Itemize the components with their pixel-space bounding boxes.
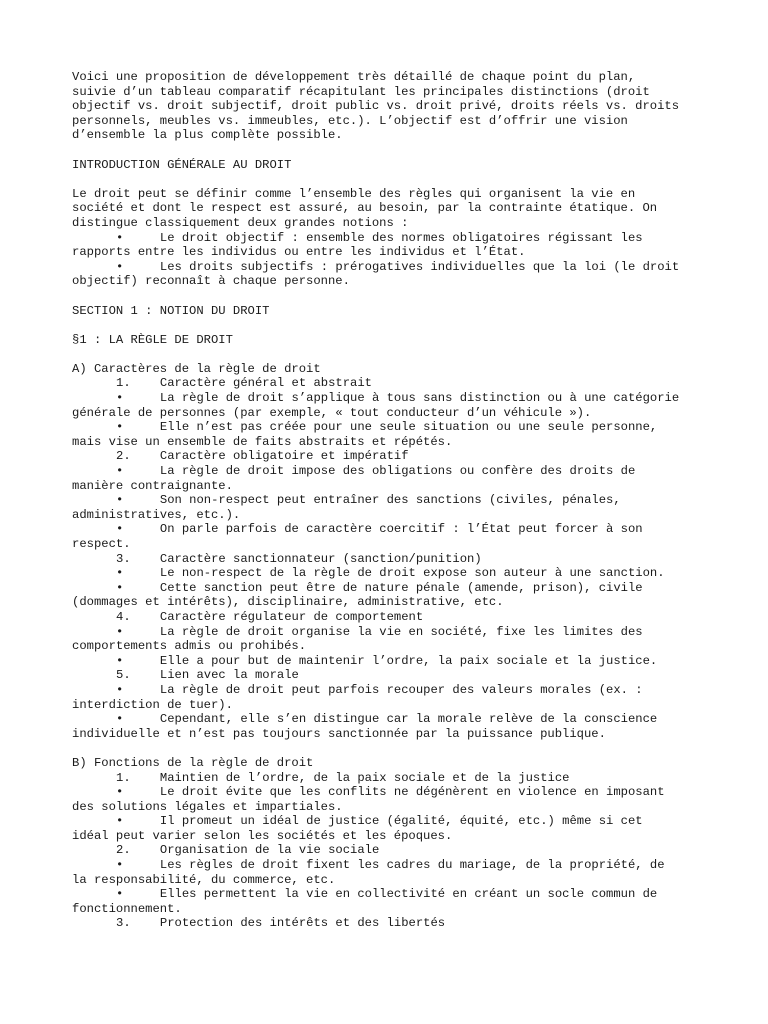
numbered-item: 3. Protection des intérêts et des libertés	[116, 916, 446, 931]
bullet-item: • Le droit évite que les conflits ne dégénèrent en violence en imposant	[116, 785, 665, 800]
bullet-item: • Elles permettent la vie en collectivité en créant un socle commun de	[116, 887, 658, 902]
bullet-continuation: générale de personnes (par exemple, « tout conducteur d’un véhicule »).	[72, 405, 592, 420]
subsection-a-list	[72, 376, 698, 741]
bullet-continuation: (dommages et intérêts), disciplinaire, administrative, etc.	[72, 595, 504, 610]
notions-list	[72, 231, 698, 289]
numbered-item: 1. Maintien de l’ordre, de la paix sociale et de la justice	[116, 770, 570, 785]
spacer	[72, 289, 698, 304]
bullet-continuation: fonctionnement.	[72, 901, 182, 916]
text-line: objectif vs. droit subjectif, droit public vs. droit privé, droits réels vs. droits	[72, 99, 680, 114]
spacer	[72, 318, 698, 333]
spacer	[72, 347, 698, 362]
bullet-item: • La règle de droit impose des obligations ou confère des droits de	[116, 464, 636, 479]
subsection-a-heading: A) Caractères de la règle de droit	[72, 361, 321, 376]
bullet-item: • Cependant, elle s’en distingue car la morale relève de la conscience	[116, 712, 658, 727]
bullet-continuation: administratives, etc.).	[72, 507, 241, 522]
text-line: suivie d’un tableau comparatif récapitulant les principales distinctions (droit	[72, 84, 650, 99]
bullet-continuation: rapports entre les individus ou entre les individus et l’État.	[72, 245, 526, 260]
definition-paragraph	[72, 187, 698, 231]
bullet-continuation: comportements admis ou prohibés.	[72, 639, 307, 654]
bullet-item: • Les règles de droit fixent les cadres du mariage, de la propriété, de	[116, 858, 665, 873]
bullet-item: • Le droit objectif : ensemble des normes obligatoires régissant les	[116, 230, 643, 245]
bullet-item: • La règle de droit s’applique à tous sans distinction ou à une catégorie	[116, 391, 680, 406]
bullet-continuation: interdiction de tuer).	[72, 697, 233, 712]
numbered-item: 1. Caractère général et abstrait	[116, 376, 372, 391]
bullet-continuation: respect.	[72, 537, 131, 551]
bullet-item: • Cette sanction peut être de nature pénale (amende, prison), civile	[116, 580, 643, 595]
text-line: société et dont le respect est assuré, au besoin, par la contrainte étatique. On	[72, 201, 658, 216]
paragraph1-heading: §1 : LA RÈGLE DE DROIT	[72, 332, 233, 347]
bullet-continuation: objectif) reconnaît à chaque personne.	[72, 274, 350, 289]
bullet-item: • Le non-respect de la règle de droit expose son auteur à une sanction.	[116, 566, 665, 581]
bullet-item: • La règle de droit peut parfois recouper des valeurs morales (ex. :	[116, 682, 643, 697]
intro-paragraph	[72, 70, 698, 143]
text-line: Le droit peut se définir comme l’ensemble des règles qui organisent la vie en	[72, 186, 636, 201]
spacer	[72, 741, 698, 756]
numbered-item: 2. Organisation de la vie sociale	[116, 843, 380, 858]
numbered-item: 5. Lien avec la morale	[116, 668, 299, 683]
bullet-continuation: mais vise un ensemble de faits abstraits et répétés.	[72, 434, 453, 449]
numbered-item: 2. Caractère obligatoire et impératif	[116, 449, 409, 464]
bullet-item: • La règle de droit organise la vie en société, fixe les limites des	[116, 624, 643, 639]
text-line: distingue classiquement deux grandes notions :	[72, 215, 409, 230]
heading-intro: INTRODUCTION GÉNÉRALE AU DROIT	[72, 157, 292, 172]
bullet-item: • Elle n’est pas créée pour une seule situation ou une seule personne,	[116, 420, 658, 435]
bullet-item: • On parle parfois de caractère coercitif : l’État peut forcer à son	[116, 522, 643, 537]
bullet-continuation: manière contraignante.	[72, 478, 233, 493]
bullet-continuation: des solutions légales et impartiales.	[72, 799, 343, 814]
spacer	[72, 143, 698, 158]
bullet-item: • Les droits subjectifs : prérogatives individuelles que la loi (le droit	[116, 259, 680, 274]
numbered-item: 3. Caractère sanctionnateur (sanction/punition)	[116, 551, 482, 566]
subsection-b-heading: B) Fonctions de la règle de droit	[72, 755, 314, 770]
numbered-item: 4. Caractère régulateur de comportement	[116, 609, 424, 624]
bullet-continuation: idéal peut varier selon les sociétés et les époques.	[72, 828, 453, 843]
bullet-item: • Il promeut un idéal de justice (égalité, équité, etc.) même si cet	[116, 814, 643, 829]
text-line: personnels, meubles vs. immeubles, etc.). L’objectif est d’offrir une vision	[72, 113, 628, 128]
section1-heading: SECTION 1 : NOTION DU DROIT	[72, 303, 270, 318]
subsection-b-list	[72, 771, 698, 932]
bullet-item: • Elle a pour but de maintenir l’ordre, la paix sociale et la justice.	[116, 653, 658, 668]
text-line: d’ensemble la plus complète possible.	[72, 128, 343, 143]
bullet-continuation: individuelle et n’est pas toujours sanctionnée par la puissance publique.	[72, 726, 606, 741]
text-line: Voici une proposition de développement très détaillé de chaque point du plan,	[72, 70, 636, 84]
bullet-continuation: la responsabilité, du commerce, etc.	[72, 872, 336, 887]
bullet-item: • Son non-respect peut entraîner des sanctions (civiles, pénales,	[116, 493, 621, 508]
spacer	[72, 172, 698, 187]
